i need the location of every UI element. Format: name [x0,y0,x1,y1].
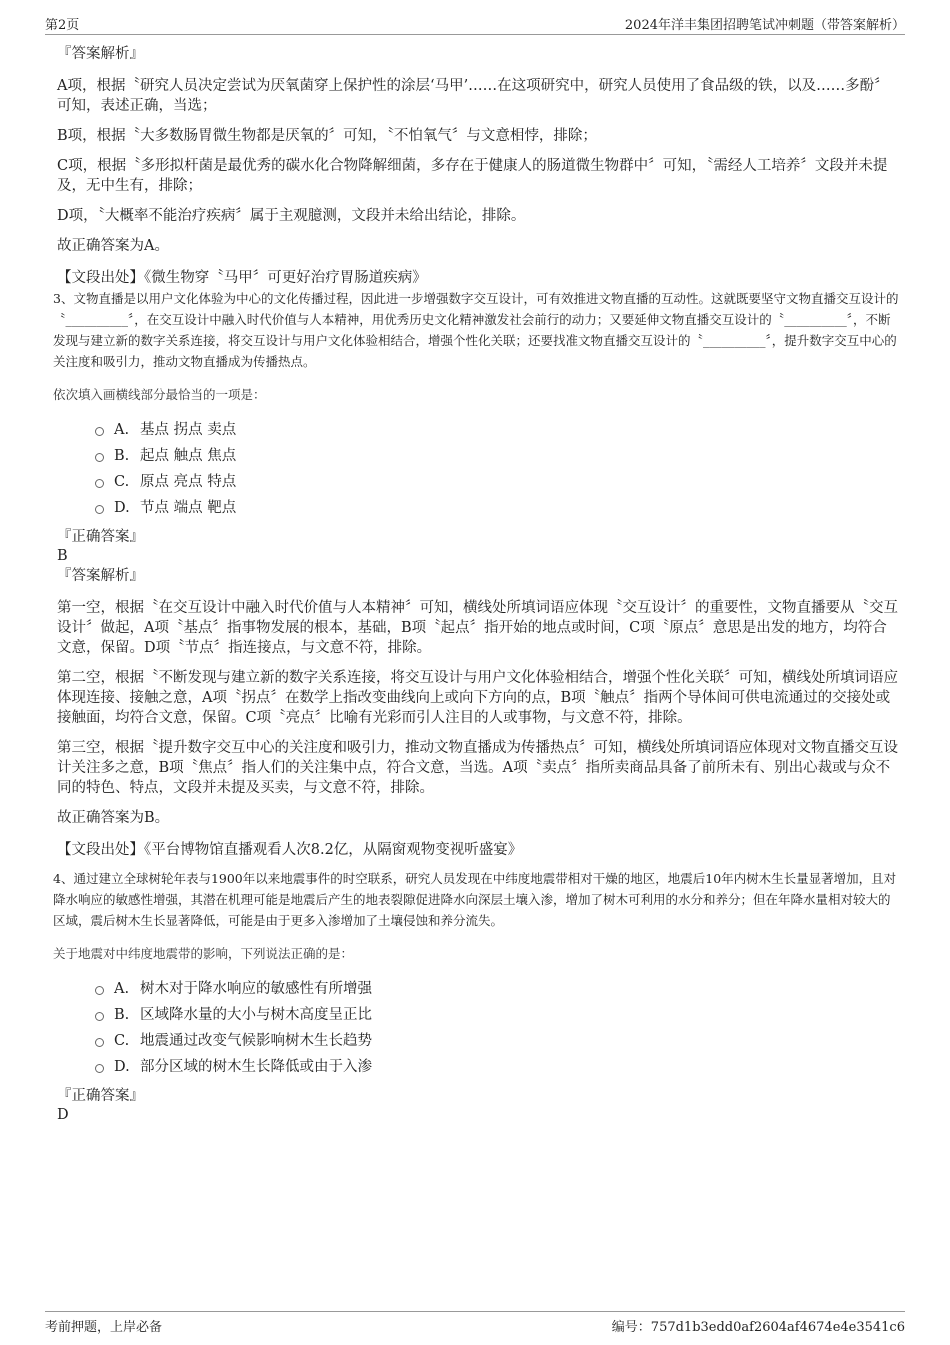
option-letter: D. [114,500,130,516]
option-letter: C. [114,474,130,490]
option-letter: D. [114,1059,130,1075]
q4-option-c[interactable] [95,1028,900,1054]
option-text: 起点 触点 焦点 [140,448,237,464]
option-letter: C. [114,1033,130,1049]
q3-analysis-1: 第一空，根据〝在交互设计中融入时代价值与人本精神〞可知，横线处所填词语应体现〝交互设计〞的重要性，文物直播要从〝交互设计〞做起，A项〝基点〞指事物发展的根本，基础，B项〝起点〞指开始的地点或时间，C项〝原点〞意思是出发的地方，均符合文意，保留。D项〝节点〞指连接点，与文意不符，排除。 [57,600,898,656]
q3-conclusion: 故正确答案为B。 [57,810,170,826]
q2-analysis-c: C项，根据〝多形拟杆菌是最优秀的碳水化合物降解细菌，多存在于健康人的肠道微生物群中〞可知，〝需经人工培养〞文段并未提及，无中生有，排除； [57,158,888,194]
q4-options [57,976,900,1080]
document-id: 编号：757d1b3edd0af2604af4674e4e3541c6 [611,1320,905,1335]
page-number: 第2页 [45,18,80,33]
footer-slogan: 考前押题，上岸必备 [45,1320,163,1335]
q3-prompt: 依次填入画横线部分最恰当的一项是： [53,387,266,402]
radio-icon[interactable] [95,986,104,995]
q3-option-c[interactable] [95,469,900,495]
q2-conclusion: 故正确答案为A。 [57,238,169,254]
option-text: 树木对于降水响应的敏感性有所增强 [140,981,372,997]
q2-analysis-a: A项，根据〝研究人员决定尝试为厌氧菌穿上保护性的涂层‘马甲’……在这项研究中，研究人员使用了食品级的铁，以及……多酚〞可知，表述正确，当选； [57,78,889,114]
q3-analysis-2: 第二空，根据〝不断发现与建立新的数字关系连接，将交互设计与用户文化体验相结合，增强个性化关联〞可知，横线处所填词语应体现连接、接触之意，A项〝拐点〞在数学上指改变曲线向上或向下方向的点，B项〝触点〞指两个导体间可供电流通过的交接处或接触面，均符合文意，保留。C项〝亮点〞比喻有光彩而引人注目的人或事物，与文意不符，排除。 [57,670,898,726]
q4-correct-answer: D [57,1107,69,1123]
q3-option-d[interactable] [95,495,900,521]
radio-icon[interactable] [95,453,104,462]
radio-icon[interactable] [95,479,104,488]
option-text: 原点 亮点 特点 [140,474,237,490]
q3-question-text: 3、文物直播是以用户文化体验为中心的文化传播过程，因此进一步增强数字交互设计，可有效推进文物直播的互动性。这就既要坚守文物直播交互设计的〝__________〞，在交互设计中融入时代价值与人本精神，用优秀历史文化精神激发社会前行的动力；又要延伸文物直播交互设计的〝__________〞，不断发现与建立新的数字关系连接，将交互设计与用户文化体验相结合，增强个性化关联；还要找准文物直播交互设计的〝__________〞，提升数字交互中心的关注度和吸引力，推动文物直播成为传播热点。 [53,291,899,369]
q2-analysis-b: B项，根据〝大多数肠胃微生物都是厌氧的〞可知，〝不怕氧气〞与文意相悖，排除； [57,128,597,144]
q3-source: 【文段出处】《平台博物馆直播观看人次8.2亿，从隔窗观物变视听盛宴》 [57,842,523,858]
q3-option-a[interactable] [95,417,900,443]
q4-option-d[interactable] [95,1054,900,1080]
q4-option-b[interactable] [95,1002,900,1028]
option-letter: A. [114,422,130,438]
radio-icon[interactable] [95,1064,104,1073]
q4-correct-label: 『正确答案』 [57,1088,144,1104]
q4-prompt: 关于地震对中纬度地震带的影响，下列说法正确的是： [53,946,354,961]
q3-analysis-3: 第三空，根据〝提升数字交互中心的关注度和吸引力，推动文物直播成为传播热点〞可知，横线处所填词语应体现对文物直播交互设计关注多之意，B项〝焦点〞指人们的关注集中点，符合文意，当选。A项〝卖点〞指所卖商品具备了前所未有、别出心裁或与众不同的特色、特点，文段并未提及买卖，与文意不符，排除。 [57,740,898,796]
document-title: 2024年洋丰集团招聘笔试冲刺题（带答案解析） [624,18,905,33]
radio-icon[interactable] [95,1012,104,1021]
radio-icon[interactable] [95,427,104,436]
option-letter: B. [114,448,130,464]
q4-question-text: 4、通过建立全球树轮年表与1900年以来地震事件的时空联系，研究人员发现在中纬度地震带相对干燥的地区，地震后10年内树木生长量显著增加，且对降水响应的敏感性增强，其潜在机理可能是地震后产生的地表裂隙促进降水向深层土壤入渗，增加了树木可利用的水分和养分；但在年降水量相对较大的区域，震后树木生长显著降低，可能是由于更多入渗增加了土壤侵蚀和养分流失。 [53,871,897,928]
option-text: 区域降水量的大小与树木高度呈正比 [140,1007,372,1023]
q3-option-b[interactable] [95,443,900,469]
option-text: 地震通过改变气候影响树木生长趋势 [140,1033,372,1049]
q3-correct-answer: B [57,548,68,564]
radio-icon[interactable] [95,505,104,514]
q4-option-a[interactable] [95,976,900,1002]
q2-analysis-d: D项，〝大概率不能治疗疾病〞属于主观臆测，文段并未给出结论，排除。 [57,208,526,224]
q3-analysis-label: 『答案解析』 [57,568,144,584]
option-text: 部分区域的树木生长降低或由于入渗 [140,1059,372,1075]
option-letter: B. [114,1007,130,1023]
page-footer [45,1311,905,1336]
option-letter: A. [114,981,130,997]
q2-source: 【文段出处】《微生物穿〝马甲〞可更好治疗胃肠道疾病》 [57,270,427,286]
page-header [45,12,905,35]
q3-correct-label: 『正确答案』 [57,529,144,545]
q2-analysis-label: 『答案解析』 [57,46,144,62]
option-text: 节点 端点 靶点 [140,500,237,516]
option-text: 基点 拐点 卖点 [140,422,237,438]
radio-icon[interactable] [95,1038,104,1047]
q3-options [57,417,900,521]
page-content [53,44,900,1125]
